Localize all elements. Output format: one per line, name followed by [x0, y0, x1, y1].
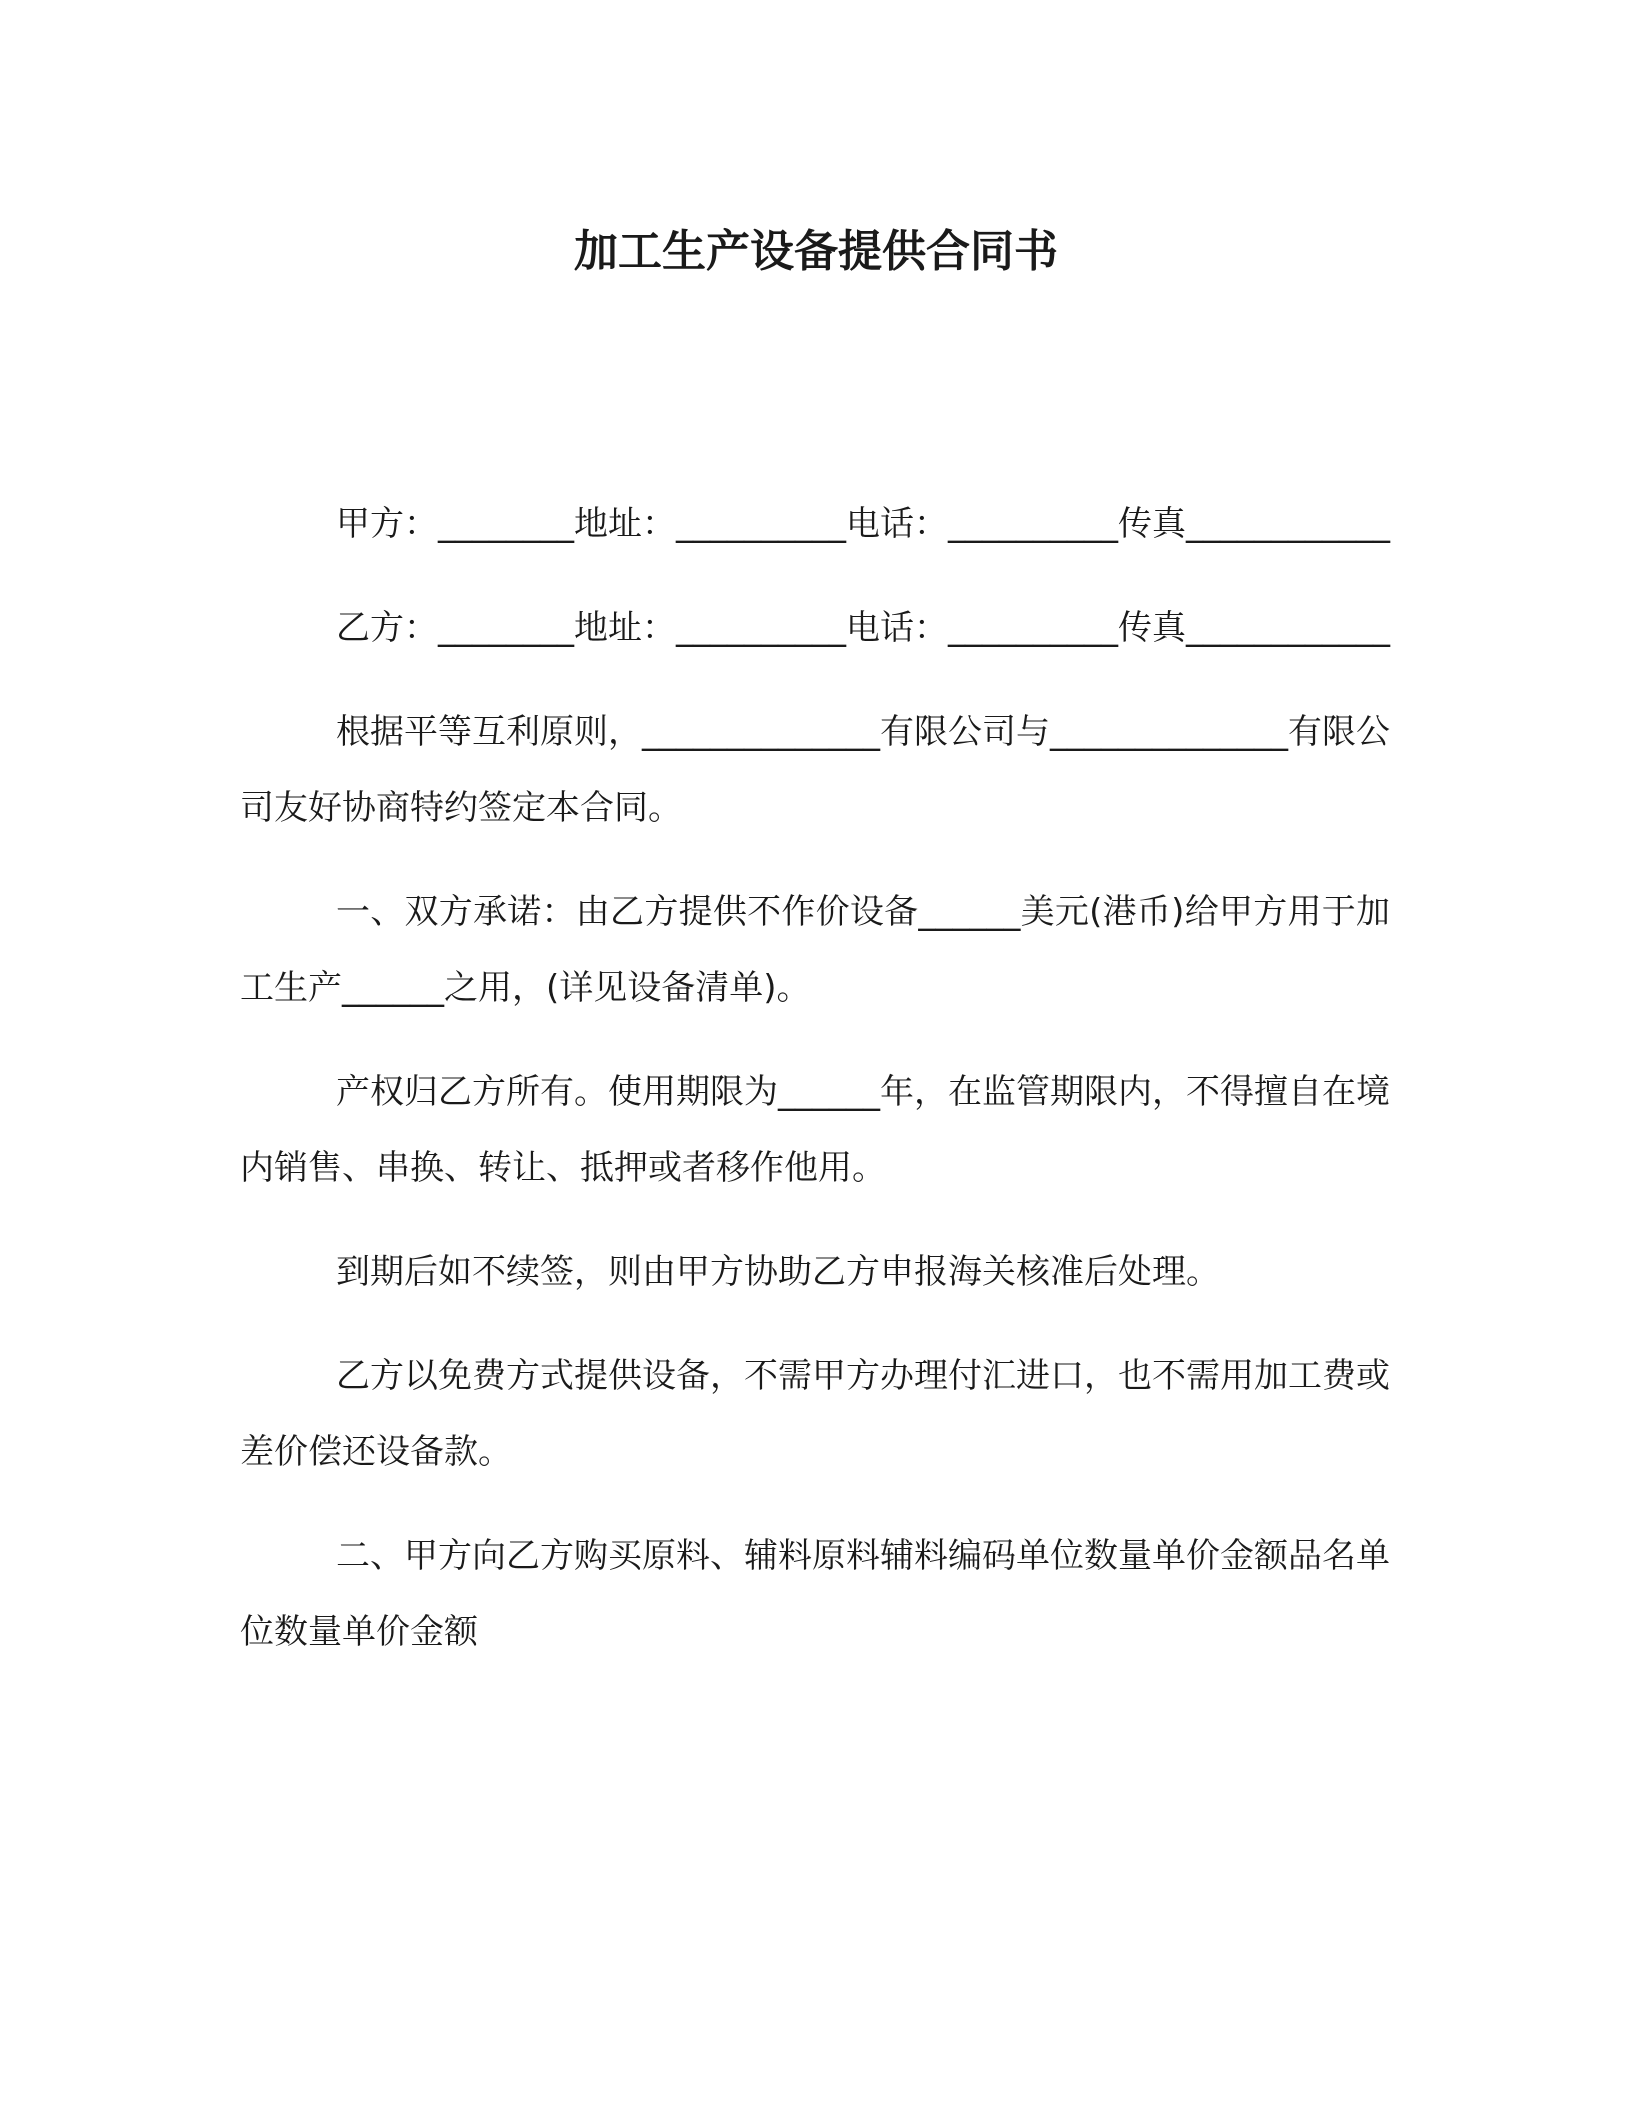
clause-1-ownership: 产权归乙方所有。使用期限为______年，在监管期限内，不得擅自在境内销售、串换、转让、抵押或者移作他用。	[240, 1072, 1390, 1188]
preamble-paragraph: 根据平等互利原则，______________有限公司与______________有限公司友好协商特约签定本合同。	[240, 712, 1390, 828]
clause-2-purchase: 二、甲方向乙方购买原料、辅料原料辅料编码单位数量单价金额品名单位数量单价金额	[240, 1536, 1390, 1652]
document-title: 加工生产设备提供合同书	[574, 226, 1058, 277]
party-b-info: 乙方：________地址：__________电话：__________传真____________	[336, 608, 1390, 648]
clause-1-commitment: 一、双方承诺：由乙方提供不作价设备______美元(港币)给甲方用于加工生产______之用，(详见设备清单)。	[240, 892, 1390, 1008]
clause-1-free-provision: 乙方以免费方式提供设备，不需甲方办理付汇进口，也不需用加工费或差价偿还设备款。	[240, 1356, 1390, 1472]
document-body	[240, 486, 1390, 1698]
clause-1-expiry: 到期后如不续签，则由甲方协助乙方申报海关核准后处理。	[336, 1252, 1220, 1292]
party-a-info: 甲方：________地址：__________电话：__________传真____________	[336, 504, 1390, 544]
